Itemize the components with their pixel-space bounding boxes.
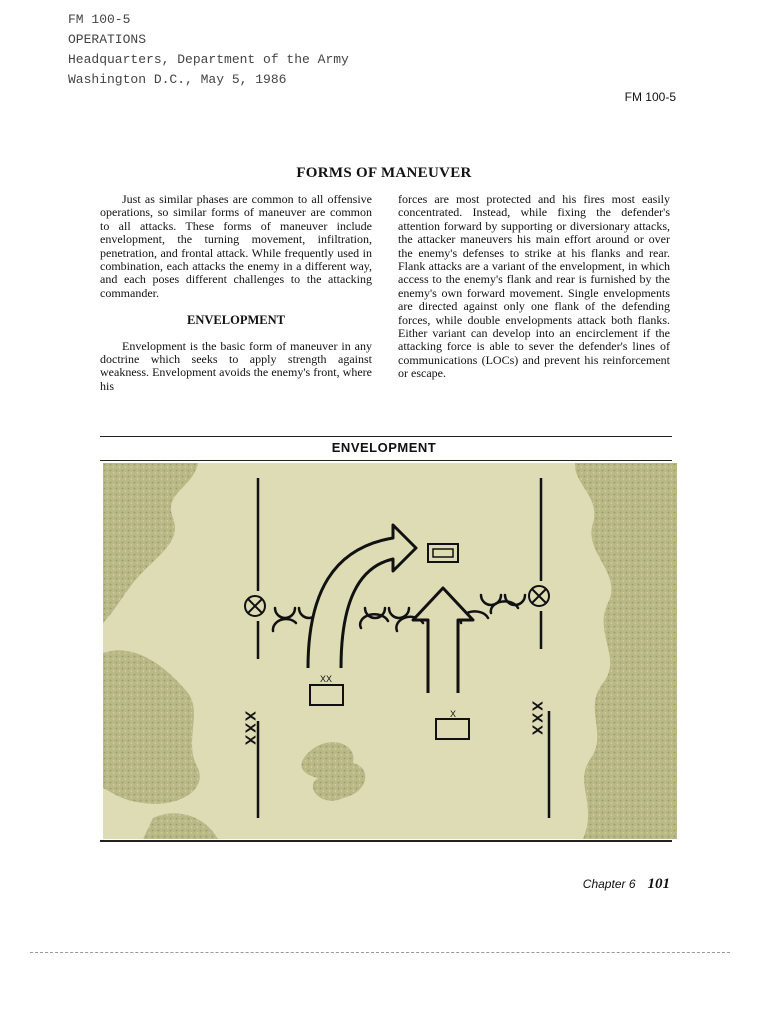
header-line-3: Headquarters, Department of the Army bbox=[68, 52, 349, 67]
text-column-right bbox=[398, 193, 670, 381]
header-line-2: OPERATIONS bbox=[68, 32, 147, 47]
figure-title-rule bbox=[100, 460, 672, 461]
intro-paragraph: Just as similar phases are common to all offensive operations, so similar forms of maneuver are common to all attacks. These forms of maneuver include envelopment, the turning movement, infiltration, penetration, and frontal attack. While frequently used in combination, each attacks the enemy in a different way, and each poses different challenges to the attacking commander. bbox=[100, 192, 372, 300]
subheading-envelopment: ENVELOPMENT bbox=[187, 313, 285, 328]
page-footer bbox=[583, 876, 670, 893]
envelopment-paragraph-start: Envelopment is the basic form of maneuver in any doctrine which seeks to apply strength against weakness. Envelopment avoids the enemy's front, where his bbox=[100, 338, 372, 393]
envelopment-paragraph-cont: forces are most protected and his fires most easily concentrated. Instead, while fixing the defender's attention forward by supporting or diversionary attacks, the attacker maneuvers his main effort around or over the enemy's defenses to strike at his flanks and rear. Flank attacks are a variant of the envelopment, in which access to the enemy's flank and rear is furnished by the enemy's own forward movement. Single envelopments are directed against only one flank of the defending forces, while double envelopments attack both flanks. Either variant can develop into an encirclement if the attacking force is able to sever the defender's lines of communications (LOCs) and prevent his reinforcement or escape. bbox=[398, 192, 670, 381]
envelopment-diagram-svg bbox=[103, 463, 677, 839]
scan-bottom-line bbox=[30, 952, 730, 953]
header-line-1: FM 100-5 bbox=[68, 12, 131, 27]
section-title: FORMS OF MANEUVER bbox=[296, 165, 472, 181]
coordination-point-right bbox=[529, 586, 549, 606]
figure-bottom-rule bbox=[100, 840, 672, 842]
figure-title: ENVELOPMENT bbox=[331, 440, 437, 455]
coordination-point-left bbox=[245, 596, 265, 616]
text-column-left bbox=[100, 193, 372, 393]
friendly-unit-center-echelon: X bbox=[449, 709, 457, 719]
page-code: FM 100-5 bbox=[624, 90, 676, 104]
header-line-4: Washington D.C., May 5, 1986 bbox=[68, 72, 287, 87]
boundary-label-left: XXX bbox=[241, 711, 259, 748]
enemy-unit bbox=[428, 544, 458, 562]
envelopment-diagram bbox=[103, 463, 677, 839]
page-number: 101 bbox=[647, 876, 670, 892]
chapter-label: Chapter 6 bbox=[582, 877, 636, 891]
figure-top-rule bbox=[100, 436, 672, 437]
document-header bbox=[68, 10, 349, 90]
boundary-label-right: XXX bbox=[528, 701, 546, 738]
friendly-unit-left-echelon: XX bbox=[319, 674, 333, 684]
